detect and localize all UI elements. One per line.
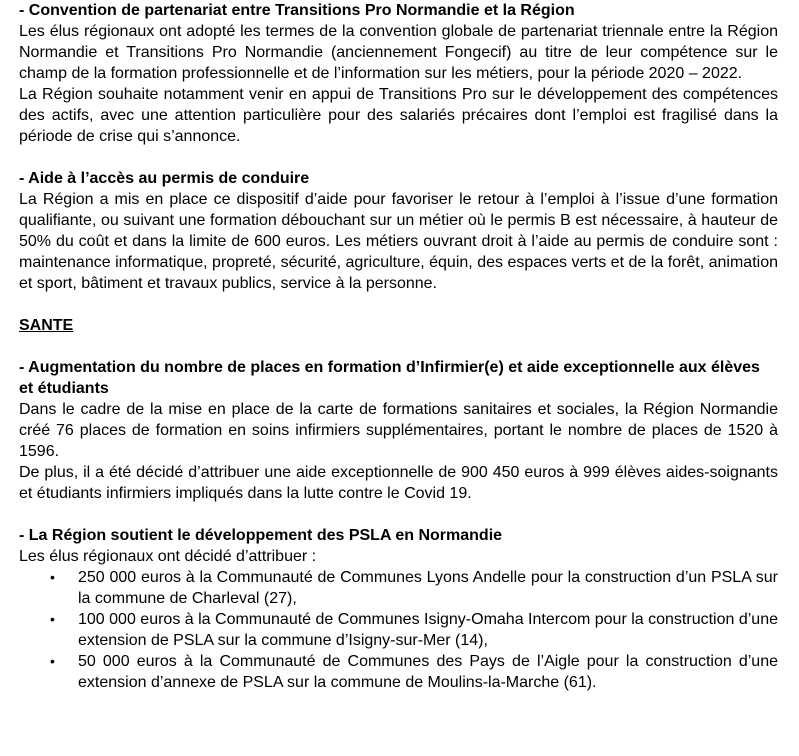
spacer [19, 336, 778, 357]
paragraph: Dans le cadre de la mise en place de la carte de formations sanitaires et sociales, la Région Normandie créé 76 places de formation en soins infirmiers supplémentaires, portant le nombre de places de 1520 à 1596. [19, 401, 778, 460]
section-infirmier [19, 357, 778, 504]
paragraph: La Région souhaite notamment venir en appui de Transitions Pro sur le développement des compétences des actifs, avec une attention particulière pour des salariés précaires dont l’emploi est fragilisé dans la période de crise qui s’annonce. [19, 86, 778, 145]
list-item [19, 609, 778, 651]
section-heading: - La Région soutient le développement des PSLA en Normandie [19, 527, 503, 544]
sante-title: SANTE [19, 317, 74, 334]
list-item [19, 651, 778, 693]
spacer [19, 147, 778, 168]
section-heading: - Convention de partenariat entre Transitions Pro Normandie et la Région [19, 2, 575, 19]
paragraph: Les élus régionaux ont adopté les termes de la convention globale de partenariat triennale entre la Région Normandie et Transitions Pro Normandie (anciennement Fongecif) au titre de leur compétence sur le champ de la formation professionnelle et de l’information sur les métiers, pour la période 2020 – 2022. [19, 23, 778, 82]
spacer [19, 294, 778, 315]
bullet-icon: • [50, 569, 55, 585]
bullet-icon: • [50, 611, 55, 627]
list-item-text: 50 000 euros à la Communauté de Communes des Pays de l’Aigle pour la construction d’une extension d’annexe de PSLA sur la commune de Moulins-la-Marche (61). [78, 653, 778, 691]
paragraph: La Région a mis en place ce dispositif d’aide pour favoriser le retour à l’emploi à l’issue d’une formation qualifiante, ou suivant une formation débouchant sur un métier où le permis B est nécessaire, à hauteur de 50% du coût et dans la limite de 600 euros. Les métiers ouvrant droit à l’aide au permis de conduire sont : maintenance informatique, propreté, sécurité, agriculture, équin, des espaces verts et de la forêt, animation et sport, bâtiment et travaux publics, service à la personne. [19, 191, 778, 292]
section-psla [19, 525, 778, 693]
paragraph: Les élus régionaux ont décidé d’attribuer : [19, 548, 317, 565]
list-item-text: 100 000 euros à la Communauté de Communes Isigny-Omaha Intercom pour la construction d’une extension de PSLA sur la commune d’Isigny-sur-Mer (14), [78, 611, 778, 649]
spacer [19, 504, 778, 525]
list-item-text: 250 000 euros à la Communauté de Communes Lyons Andelle pour la construction d’un PSLA sur la commune de Charleval (27), [78, 569, 778, 607]
section-heading: - Aide à l’accès au permis de conduire [19, 170, 310, 187]
bullet-icon: • [50, 653, 55, 669]
section-permis [19, 168, 778, 294]
section-heading: - Augmentation du nombre de places en formation d’Infirmier(e) et aide exceptionnelle aux élèves et étudiants [19, 359, 760, 397]
paragraph: De plus, il a été décidé d’attribuer une aide exceptionnelle de 900 450 euros à 999 élèves aides-soignants et étudiants infirmiers impliqués dans la lutte contre le Covid 19. [19, 464, 778, 502]
list-item [19, 567, 778, 609]
bullet-list [19, 567, 778, 693]
section-convention [19, 0, 778, 147]
